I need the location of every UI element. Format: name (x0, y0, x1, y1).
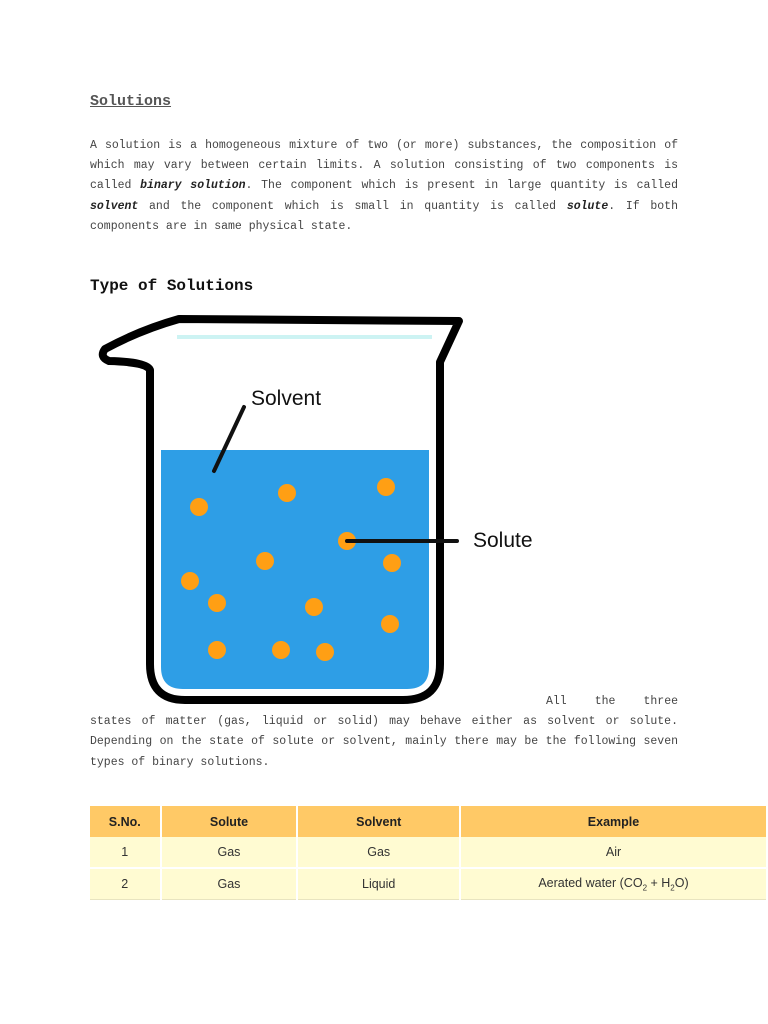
col-solute-header: Solute (161, 806, 298, 837)
col-sno-header: S.No. (90, 806, 161, 837)
particle (377, 478, 395, 496)
col-solvent-header: Solvent (297, 806, 460, 837)
table-header-row (90, 806, 767, 837)
term-binary-solution: binary solution (140, 179, 246, 193)
term-solute: solute (566, 199, 609, 213)
table-row (90, 837, 767, 868)
beaker-diagram (95, 312, 555, 707)
cell-solvent: Gas (297, 837, 460, 868)
states-lead: All the three (546, 695, 678, 708)
col-example-header: Example (460, 806, 767, 837)
table-row (90, 868, 767, 900)
particle (383, 554, 401, 572)
particle (305, 598, 323, 616)
cell-solvent: Liquid (297, 868, 460, 900)
solutions-table (90, 806, 768, 900)
particle (278, 484, 296, 502)
states-paragraph (90, 692, 678, 773)
solute-label: Solute (473, 529, 533, 552)
cell-example: Air (460, 837, 767, 868)
cell-solute: Gas (161, 868, 298, 900)
states-text: states of matter (gas, liquid or solid) may behave either as solvent or solute. Depending on the state of solute or solvent, mainly there may be the following seven types of binary solutions. (90, 715, 678, 769)
particle (181, 572, 199, 590)
intro-text-1: A solution is a homogeneous mixture of two (or more) substances, the composition of which may vary between certain limits. A solution consisting of two components is called (90, 139, 678, 193)
particle (190, 498, 208, 516)
cell-solute: Gas (161, 837, 298, 868)
solvent-label: Solvent (251, 387, 322, 410)
intro-text-2: . The component which is present in large quantity is called (245, 179, 678, 193)
intro-text-3: and the component which is small in quantity is called (138, 199, 567, 213)
particle (256, 552, 274, 570)
particle (272, 641, 290, 659)
particle (208, 641, 226, 659)
page-title: Solutions (90, 93, 172, 110)
intro-text-4: . If both components are in same physical state. (90, 199, 678, 233)
term-solvent: solvent (90, 199, 139, 213)
cell-sno: 2 (90, 868, 161, 900)
particle (381, 615, 399, 633)
particle (316, 643, 334, 661)
cell-sno: 1 (90, 837, 161, 868)
intro-paragraph (90, 136, 678, 237)
cell-example: Aerated water $(CO_2 + H_2O)$ (460, 868, 767, 900)
section-title: Type of Solutions (90, 277, 254, 295)
particle (208, 594, 226, 612)
